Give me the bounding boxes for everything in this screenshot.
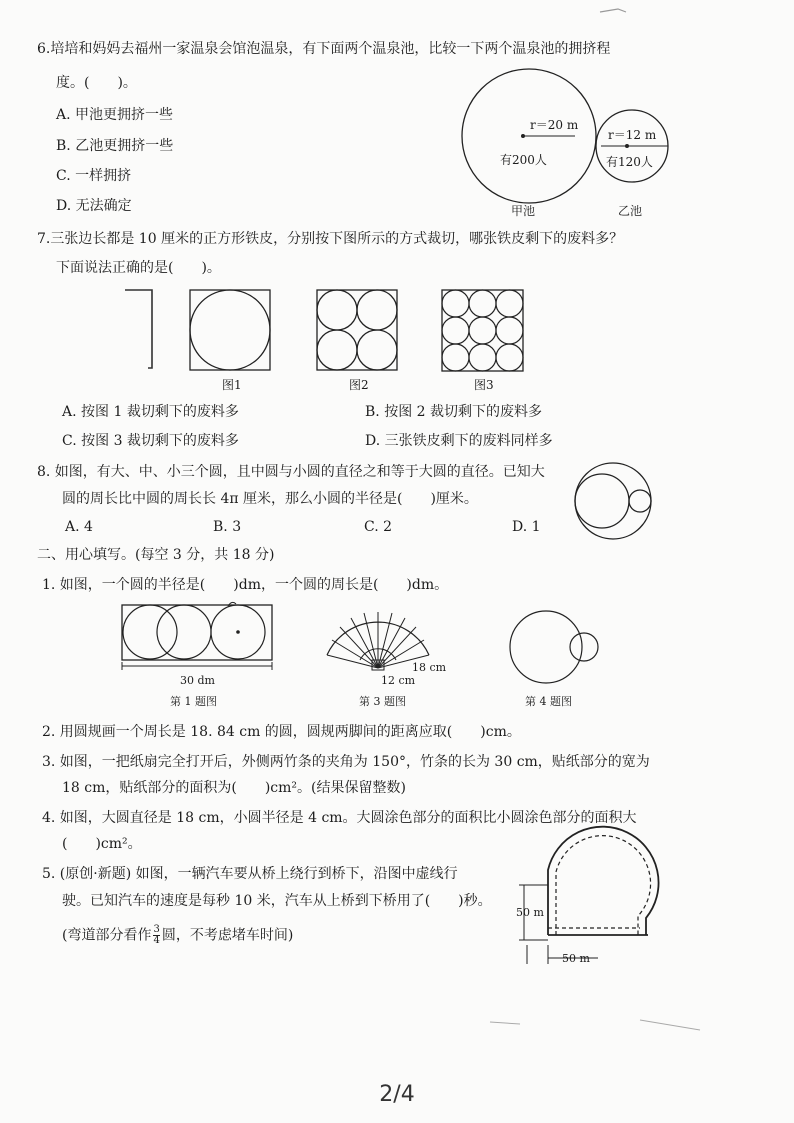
- fig1-dim: 30 dm: [180, 674, 215, 687]
- s2-q5-line2: 驶。已知汽车的速度是每秒 10 米，汽车从上桥到下桥用了( )秒。: [62, 893, 492, 909]
- s2-q5-line1: 5. (原创·新题) 如图，一辆汽车要从桥上绕行到桥下，沿图中虚线行: [42, 866, 458, 882]
- pool-b-people: 有120人: [606, 155, 653, 169]
- s2-q1: 1. 如图，一个圆的半径是( )dm，一个圆的周长是( )dm。: [42, 577, 449, 593]
- pool-b-radius: r＝12 m: [608, 128, 657, 142]
- fig-label-3: 图3: [474, 378, 494, 392]
- q7-stem-line1: 7.三张边长都是 10 厘米的正方形铁皮，分别按下图所示的方式裁切，哪张铁皮剩下的废料多？: [37, 231, 624, 247]
- page-number: 2/4: [379, 1082, 415, 1107]
- q6-option-c: C. 一样拥挤: [56, 168, 132, 184]
- q5-frac-num: 3: [153, 924, 160, 935]
- fig3-dim-b: 12 cm: [381, 674, 416, 687]
- s2-q4-line1: 4. 如图，大圆直径是 18 cm，小圆半径是 4 cm。大圆涂色部分的面积比小圆涂色部分的面积大: [42, 810, 637, 826]
- pool-a-people: 有200人: [500, 153, 547, 167]
- q5-note-head: (弯道部分看作: [62, 927, 152, 944]
- q7-stem-line2: 下面说法正确的是( )。: [56, 260, 221, 276]
- q5-note-tail: 圆，不考虑堵车时间): [161, 927, 294, 944]
- q6-option-a: A. 甲池更拥挤一些: [56, 107, 174, 123]
- fig5-dim-v: 50 m: [516, 906, 544, 919]
- q6-stem-line2: 度。( )。: [56, 75, 137, 91]
- q8-option-c: C. 2: [364, 519, 393, 535]
- q5-frac-den: 4: [153, 935, 160, 946]
- pool-b-name: 乙池: [618, 204, 643, 218]
- q8-stem-line2: 圆的周长比中圆的周长长 4π 厘米，那么小圆的半径是( )厘米。: [62, 491, 478, 507]
- pool-a-radius: r＝20 m: [530, 118, 579, 132]
- pool-a-name: 甲池: [511, 204, 536, 218]
- q6-stem-line1: 6.培培和妈妈去福州一家温泉会馆泡温泉，有下面两个温泉池，比较一下两个温泉池的拥挤程: [37, 41, 611, 57]
- section2-title: 二、用心填写。(每空 3 分，共 18 分): [37, 547, 275, 563]
- q6-option-b: B. 乙池更拥挤一些: [56, 138, 174, 154]
- fig-label-2: 图2: [349, 378, 369, 392]
- q6-option-d: D. 无法确定: [56, 198, 132, 214]
- q7-option-d: D. 三张铁皮剩下的废料同样多: [365, 433, 553, 449]
- fig3-caption: 第 3 题图: [359, 695, 406, 708]
- q8-stem-line1: 8. 如图，有大、中、小三个圆，且中圆与小圆的直径之和等于大圆的直径。已知大: [37, 464, 545, 480]
- fig1-caption: 第 1 题图: [170, 695, 217, 708]
- s2-q4-line2: ( )cm²。: [62, 836, 142, 852]
- s2-q3-line1: 3. 如图，一把纸扇完全打开后，外侧两竹条的夹角为 150°，竹条的长为 30 cm，贴纸部分的宽为: [42, 754, 650, 770]
- s2-q2: 2. 用圆规画一个周长是 18. 84 cm 的圆，圆规两脚间的距离应取( )cm。: [42, 724, 521, 740]
- s2-q3-line2: 18 cm，贴纸部分的面积为( )cm²。(结果保留整数): [62, 780, 406, 796]
- q7-option-a: A. 按图 1 裁切剩下的废料多: [62, 404, 239, 420]
- fig4-caption: 第 4 题图: [525, 695, 572, 708]
- q7-option-b: B. 按图 2 裁切剩下的废料多: [365, 404, 542, 420]
- q8-option-a: A. 4: [65, 519, 93, 535]
- q7-option-c: C. 按图 3 裁切剩下的废料多: [62, 433, 239, 449]
- q8-option-d: D. 1: [512, 519, 541, 535]
- q8-option-b: B. 3: [213, 519, 242, 535]
- fig3-dim-a: 18 cm: [412, 661, 447, 674]
- fig-label-1: 图1: [222, 378, 242, 392]
- fig5-dim-h: 50 m: [562, 952, 590, 965]
